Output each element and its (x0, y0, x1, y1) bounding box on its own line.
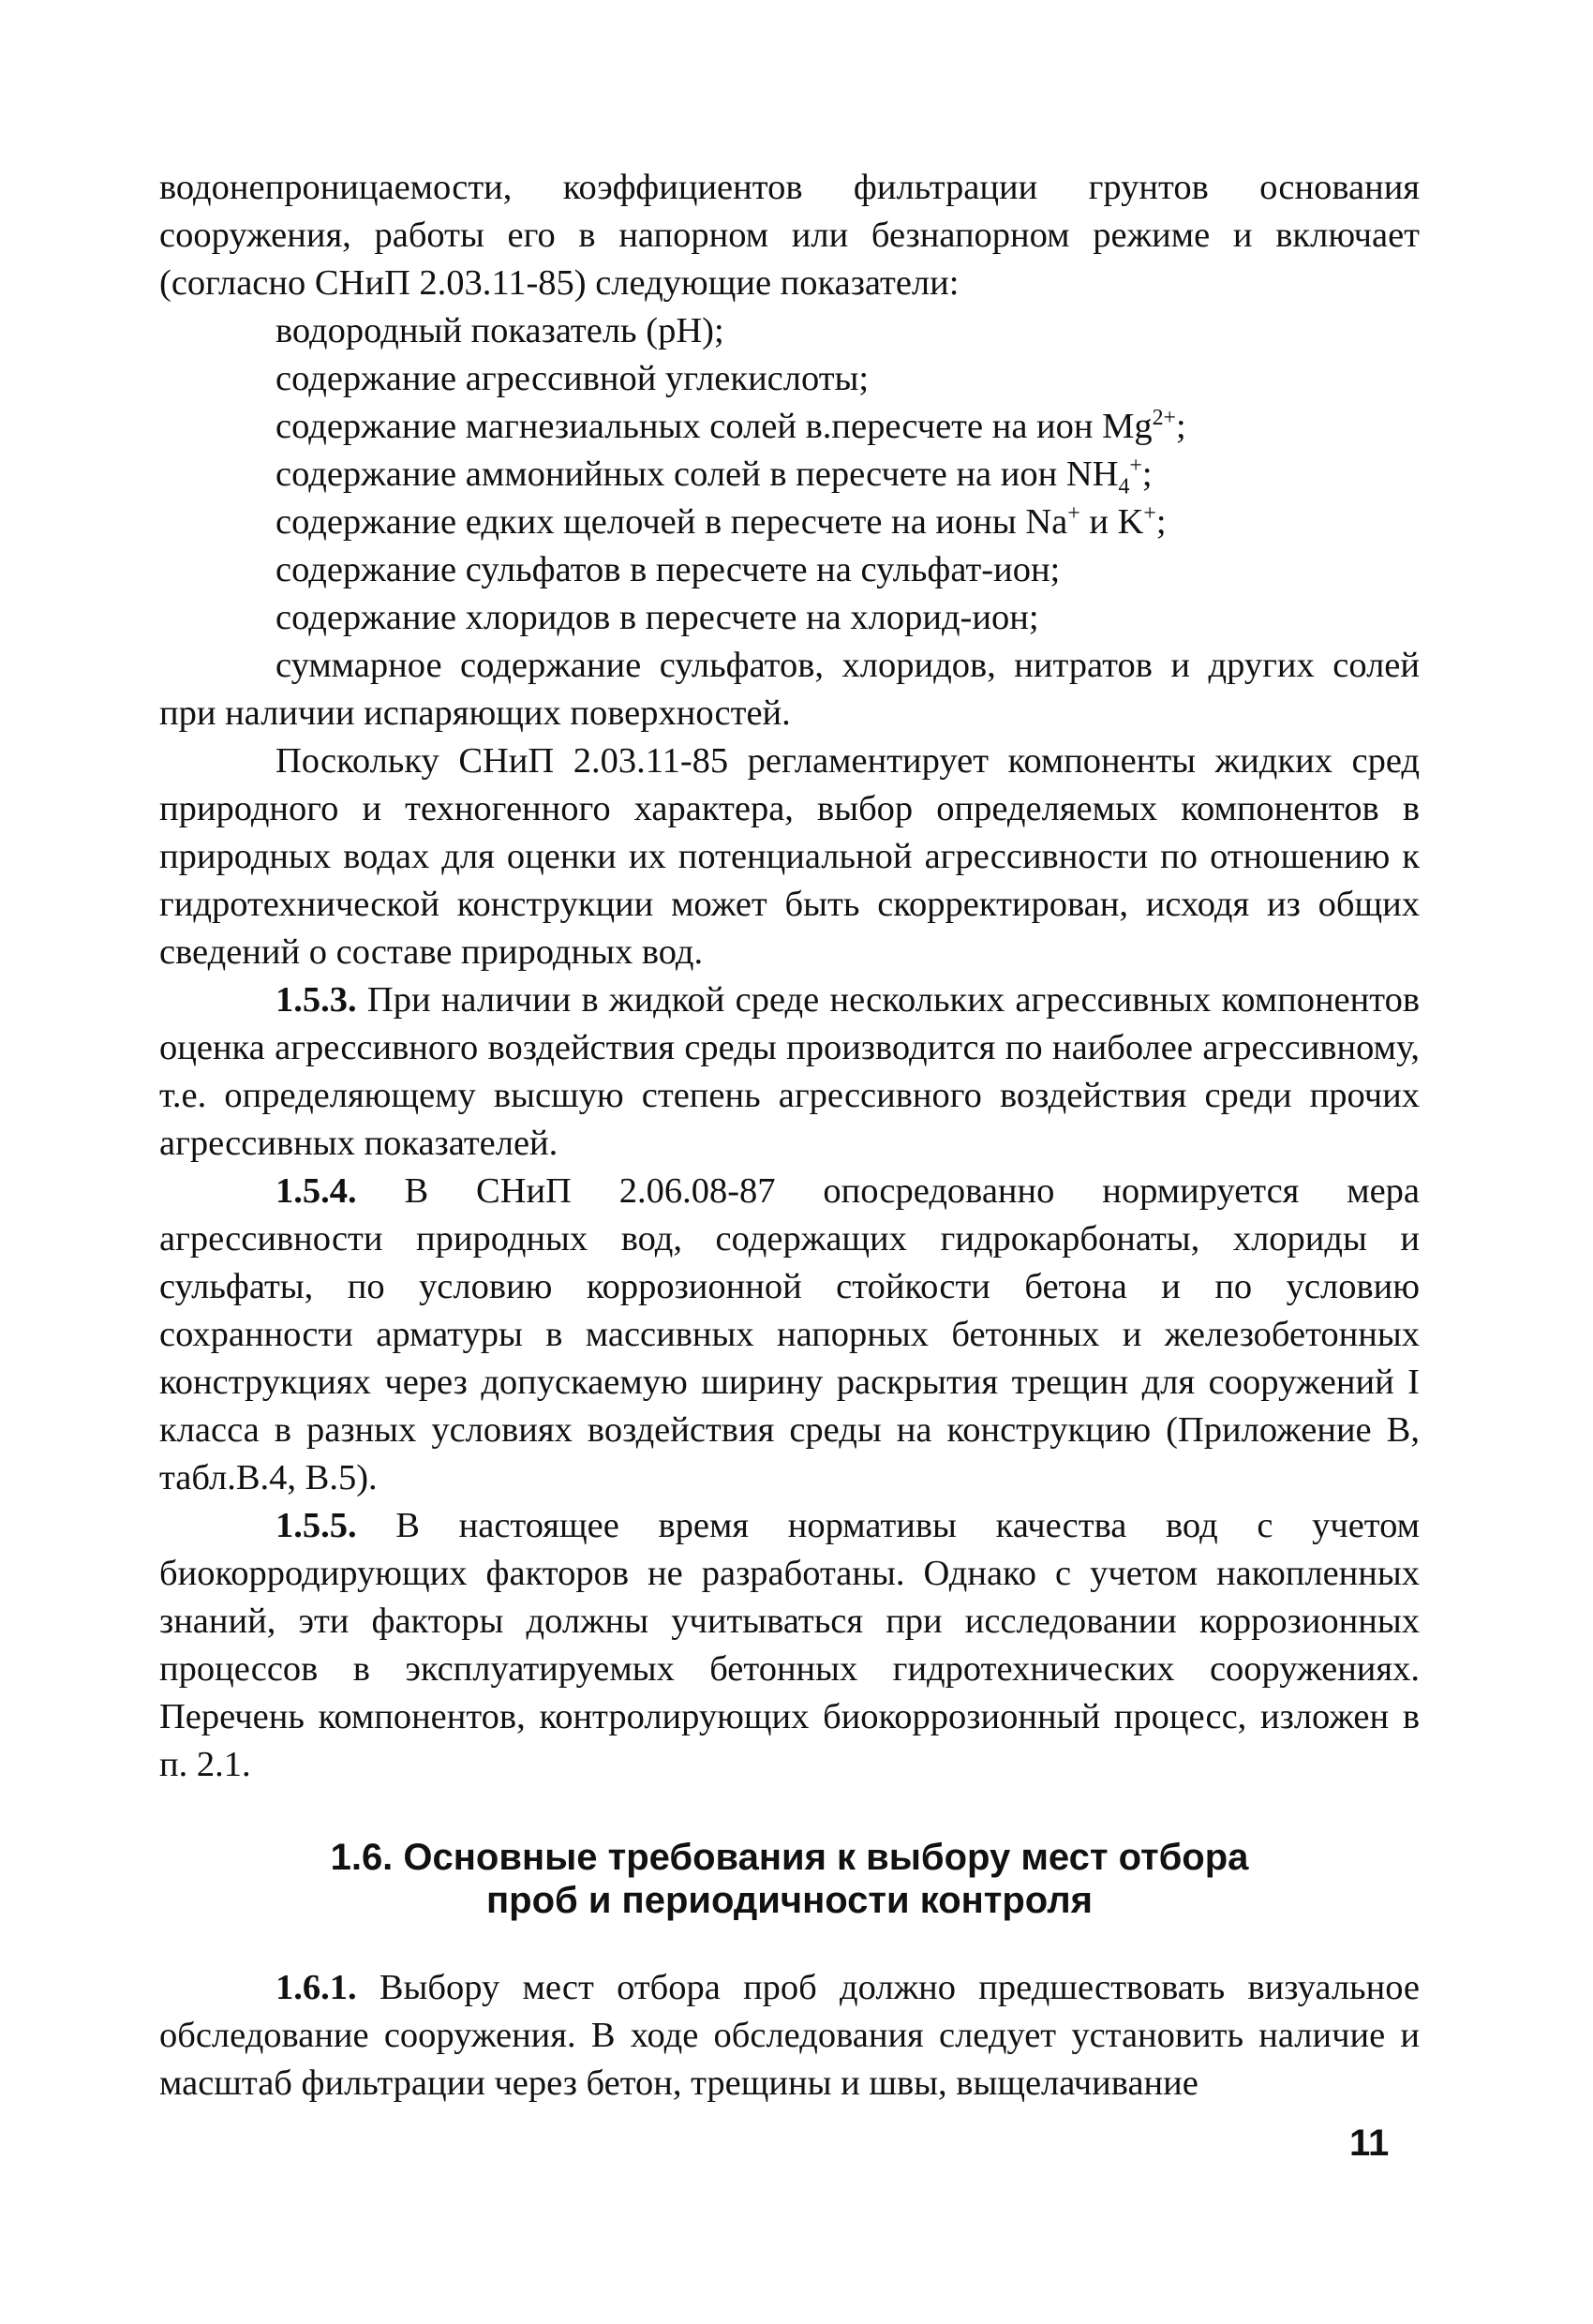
page-number: 11 (1349, 2123, 1390, 2164)
body-text (159, 164, 1420, 2108)
punctuation: ; (1155, 502, 1167, 542)
paragraph-text: Выбору мест отбора проб должно предшествовать визуальное обследование сооружения. В ходе обследования следует установить наличие и масштаб фильтрации через бетон, трещины и швы, выщелачивание (159, 1968, 1420, 2103)
subscript: 4 (1118, 474, 1130, 499)
list-item-text: содержание магнезиальных солей в.пересчете на ион Mg (275, 407, 1153, 446)
intro-paragraph: водонепроницаемости, коэффициентов фильтрации грунтов основания сооружения, работы его в напорном или безнапорном режиме и включает (согласно СНиП 2.03.11-85) следующие показатели: (159, 168, 1420, 303)
list-item (159, 403, 1420, 451)
superscript: 2+ (1152, 406, 1176, 431)
list-item: содержание агрессивной углекислоты; (275, 359, 870, 398)
list-item-text: и K (1079, 502, 1144, 542)
section-heading-line: 1.6. Основные требования к выбору мест отбора (330, 1837, 1249, 1878)
paragraph-1-5-3 (159, 976, 1420, 1168)
list-item-text: содержание аммонийных солей в пересчете на ион NH (275, 454, 1119, 494)
list-item (159, 499, 1420, 546)
list-item: содержание хлоридов в пересчете на хлорид-ион; (275, 598, 1039, 637)
paragraph-1-6-1 (159, 1964, 1420, 2108)
clause-number: 1.5.5. (275, 1506, 357, 1545)
paragraph-text: В настоящее время нормативы качества вод с учетом биокорродирующих факторов не разработаны. Однако с учетом накопленных знаний, эти факторы должны учитываться при исследовании коррозионных процессов в эксплуатируемых бетонных гидротехнических сооружениях. Перечень компонентов, контролирующих биокоррозионный процесс, изложен в п. 2.1. (159, 1506, 1420, 1784)
list-item: содержание сульфатов в пересчете на сульфат-ион; (275, 550, 1061, 589)
punctuation: ; (1176, 407, 1186, 446)
paragraph-1-5-4 (159, 1168, 1420, 1502)
list-item (159, 451, 1420, 499)
clause-number: 1.5.4. (275, 1171, 357, 1211)
indicator-list (159, 307, 1420, 737)
clause-number: 1.6.1. (275, 1968, 357, 2007)
superscript: + (1129, 454, 1142, 479)
paragraph-1-5-5 (159, 1502, 1420, 1789)
superscript: + (1143, 501, 1156, 527)
list-item: водородный показатель (pH); (275, 311, 724, 350)
punctuation: ; (1141, 454, 1153, 494)
superscript: + (1067, 501, 1080, 527)
paragraph-snip: Поскольку СНиП 2.03.11-85 регламентирует компоненты жидких сред природного и техногенного характера, выбор определяемых компонентов в природных водах для оценки их потенциальной агрессивности по отношению к гидротехнической конструкции может быть скорректирован, исходя из общих сведений о составе природных вод. (159, 741, 1420, 972)
list-item-text: содержание едких щелочей в пересчете на ионы Na (275, 502, 1068, 542)
paragraph-text: В СНиП 2.06.08-87 опосредованно нормируется мера агрессивности природных вод, содержащих гидрокарбонаты, хлориды и сульфаты, по условию коррозионной стойкости бетона и по условию сохранности арматуры в массивных напорных бетонных и железобетонных конструкциях через допускаемую ширину раскрытия трещин для сооружений I класса в разных условиях воздействия среды на конструкцию (Приложение В, табл.В.4, В.5). (159, 1171, 1420, 1497)
section-heading-line: проб и периодичности контроля (486, 1880, 1093, 1921)
section-heading (159, 1836, 1420, 1922)
paragraph-text: При наличии в жидкой среде нескольких агрессивных компонентов оценка агрессивного воздействия среды производится по наиболее агрессивному, т.е. определяющему высшую степень агрессивного воздействия среди прочих агрессивных показателей. (159, 980, 1420, 1163)
list-item: суммарное содержание сульфатов, хлоридов, нитратов и других солей при наличии испаряющих поверхностей. (159, 646, 1420, 733)
clause-number: 1.5.3. (275, 980, 357, 1020)
